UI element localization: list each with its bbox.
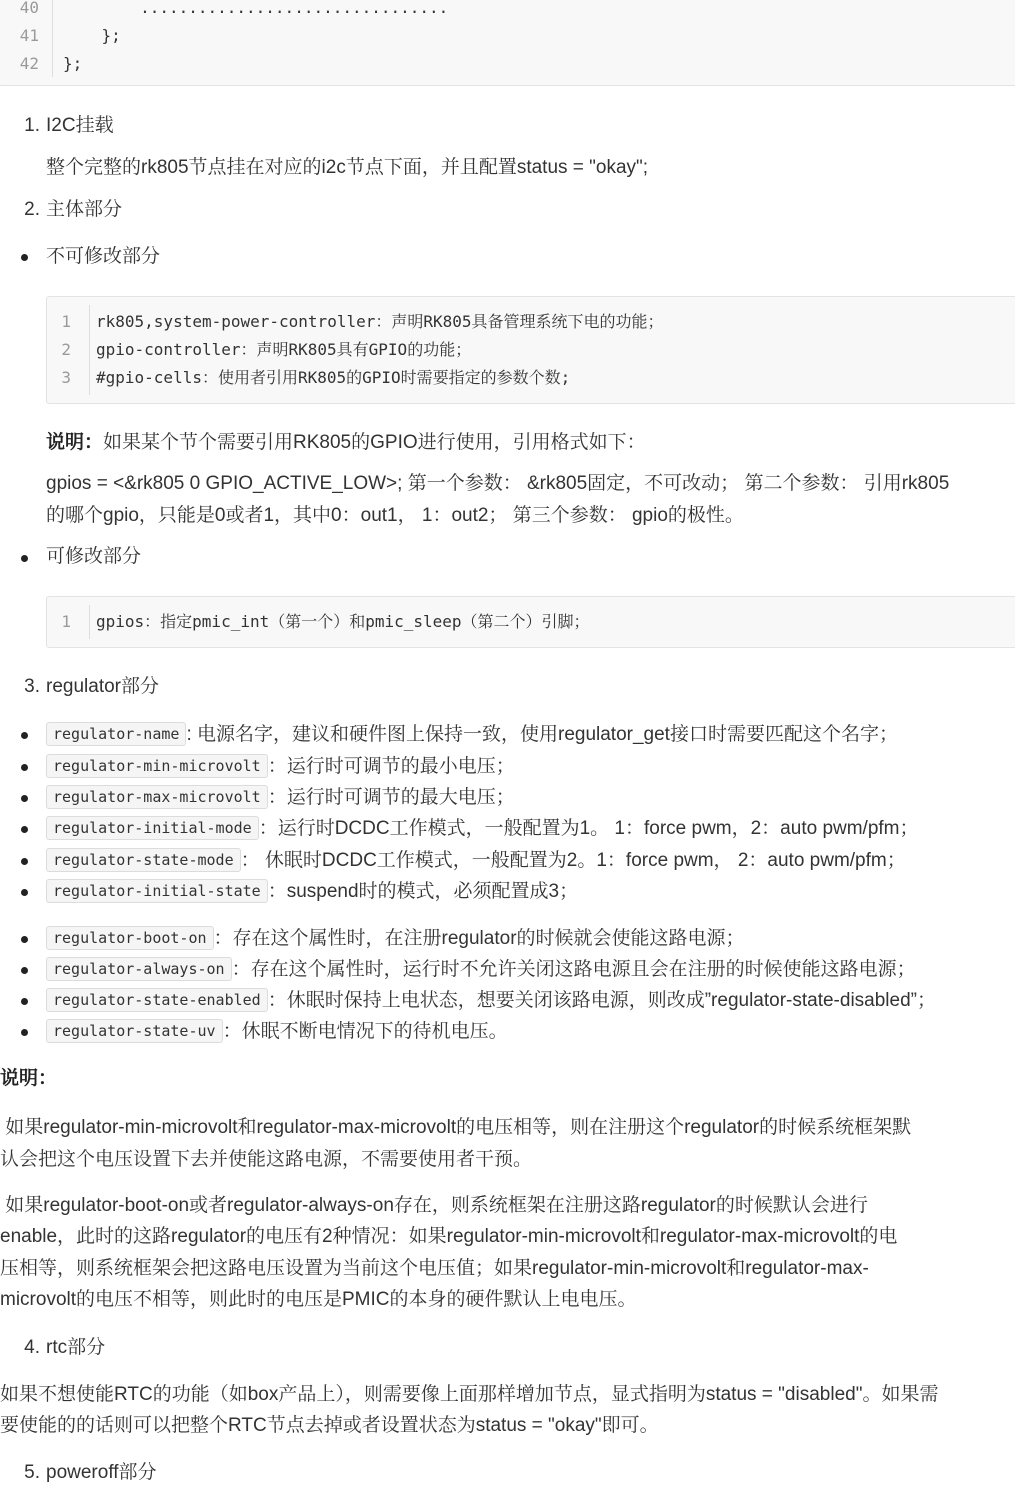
property-code: regulator-initial-mode [46, 816, 259, 840]
regulator-item [46, 923, 745, 954]
code-line [0, 22, 1015, 50]
property-desc: ：运行时可调节的最小电压； [267, 756, 515, 777]
fixed-part-label: 不可修改部分 [46, 246, 161, 267]
explain-p2-line2: enable，此时的这路regulator的电压有2种情况：如果regulator-min-microvolt和regulator-max-microvolt的电 [0, 1226, 898, 1247]
line-number: 3 [61, 368, 71, 387]
line-number: 2 [61, 340, 71, 359]
regulator-item [46, 985, 936, 1016]
regulator-item [46, 751, 515, 782]
line-number: 41 [19, 26, 39, 45]
code-line [0, 0, 1015, 22]
code-text: rk805,system-power-controller：声明RK805具备管理系统下电的功能； [96, 312, 664, 331]
section-title: regulator部分 [46, 676, 159, 697]
property-code: regulator-state-mode [46, 848, 241, 872]
section-number: 2. [24, 199, 40, 220]
code-block-mutable [46, 596, 1015, 648]
code-text: #gpio-cells：使用者引用RK805的GPIO时需要指定的参数个数; [96, 368, 571, 387]
bullet [21, 889, 28, 896]
line-number: 42 [19, 54, 39, 73]
bullet [21, 858, 28, 865]
code-line [47, 364, 1015, 392]
code-line [47, 308, 1015, 336]
bullet [21, 555, 28, 562]
property-desc: ：运行时可调节的最大电压； [267, 787, 515, 808]
section-number: 1. [24, 115, 40, 136]
regulator-item [46, 845, 906, 876]
gpios-format-line1: gpios = <&rk805 0 GPIO_ACTIVE_LOW>; 第一个参数： &rk805固定，不可改动； 第二个参数： 引用rk805 [46, 473, 950, 494]
bullet [21, 732, 28, 739]
explain-label-text: 说明： [0, 1068, 58, 1089]
line-number: 1 [61, 612, 71, 631]
property-desc: ：运行时DCDC工作模式，一般配置为1。 1：force pwm，2：auto pwm/pfm； [258, 818, 919, 839]
code-block-fixed [46, 296, 1015, 404]
section-number: 3. [24, 676, 40, 697]
code-text: }; [63, 26, 121, 45]
bullet [21, 967, 28, 974]
bullet [21, 826, 28, 833]
code-text: gpio-controller：声明RK805具有GPIO的功能； [96, 340, 472, 359]
section-title: poweroff部分 [46, 1462, 157, 1483]
explain-p1-line2: 认会把这个电压设置下去并使能这路电源，不需要使用者干预。 [0, 1149, 533, 1170]
property-desc: ：存在这个属性时，运行时不允许关闭这路电源且会在注册的时候使能这路电源； [231, 959, 916, 980]
explain-p2-line3: 压相等，则系统框架会把这路电压设置为当前这个电压值；如果regulator-min-microvolt和regulator-max- [0, 1258, 869, 1279]
code-text: }; [63, 54, 83, 73]
property-desc: ： 休眠时DCDC工作模式，一般配置为2。1：force pwm， 2：auto pwm/pfm； [240, 850, 906, 871]
line-number: 1 [61, 312, 71, 331]
explain-p2-line4: microvolt的电压不相等，则此时的电压是PMIC的本身的硬件默认上电电压。 [0, 1289, 637, 1310]
section-1-body: 整个完整的rk805节点挂在对应的i2c节点下面，并且配置status = "okay"; [46, 157, 649, 178]
property-code: regulator-boot-on [46, 926, 214, 950]
property-desc: ：休眠时保持上电状态，想要关闭该路电源，则改成”regulator-state-disabled”； [267, 990, 936, 1011]
property-desc: ：休眠不断电情况下的待机电压。 [222, 1021, 508, 1042]
bullet [21, 795, 28, 802]
note-text: 如果某个节个需要引用RK805的GPIO进行使用，引用格式如下： [103, 432, 646, 453]
regulator-item [46, 813, 919, 844]
explain-p1-line1: 如果regulator-min-microvolt和regulator-max-microvolt的电压相等，则在注册这个regulator的时候系统框架默 [0, 1117, 912, 1138]
explain-label [0, 1063, 57, 1094]
regulator-item [46, 954, 916, 985]
mutable-part-label: 可修改部分 [46, 546, 142, 567]
section-number: 5. [24, 1462, 40, 1483]
bullet [21, 764, 28, 771]
property-code: regulator-min-microvolt [46, 754, 268, 778]
explain-p2-line1: 如果regulator-boot-on或者regulator-always-on存在，则系统框架在注册这路regulator的时候默认会进行 [0, 1195, 868, 1216]
code-line [0, 50, 1015, 78]
regulator-item [46, 876, 578, 907]
property-code: regulator-always-on [46, 957, 232, 981]
property-desc: : 电源名字，建议和硬件图上保持一致，使用regulator_get接口时需要匹配这个名字； [186, 724, 898, 745]
regulator-item [46, 1016, 508, 1047]
property-desc: ：存在这个属性时，在注册regulator的时候就会使能这路电源； [213, 928, 745, 949]
code-text: ................................ [63, 0, 449, 17]
section-title: I2C挂载 [46, 115, 114, 136]
bullet [21, 936, 28, 943]
property-desc: ：suspend时的模式，必须配置成3； [267, 881, 579, 902]
section-title: rtc部分 [46, 1337, 106, 1358]
note-label: 说明： [46, 432, 104, 453]
bullet [21, 998, 28, 1005]
property-code: regulator-max-microvolt [46, 785, 268, 809]
code-block-top [0, 0, 1015, 86]
gpio-note [46, 427, 646, 458]
code-text: gpios：指定pmic_int（第一个）和pmic_sleep（第二个）引脚； [96, 612, 590, 631]
section-title: 主体部分 [46, 199, 123, 220]
regulator-item [46, 719, 898, 750]
property-code: regulator-initial-state [46, 879, 268, 903]
section-number: 4. [24, 1337, 40, 1358]
property-code: regulator-state-uv [46, 1019, 223, 1043]
property-code: regulator-name [46, 722, 186, 746]
line-number: 40 [19, 0, 39, 17]
bullet [21, 254, 28, 261]
regulator-item [46, 782, 515, 813]
rtc-line1: 如果不想使能RTC的功能（如box产品上），则需要像上面那样增加节点，显式指明为status = "disabled"。如果需 [0, 1384, 939, 1405]
gpios-format-line2: 的哪个gpio，只能是0或者1，其中0：out1， 1：out2； 第三个参数： gpio的极性。 [46, 505, 744, 526]
bullet [21, 1029, 28, 1036]
code-line [47, 608, 1015, 636]
property-code: regulator-state-enabled [46, 988, 268, 1012]
rtc-line2: 要使能的的话则可以把整个RTC节点去掉或者设置状态为status = "okay"即可。 [0, 1415, 659, 1436]
code-line [47, 336, 1015, 364]
